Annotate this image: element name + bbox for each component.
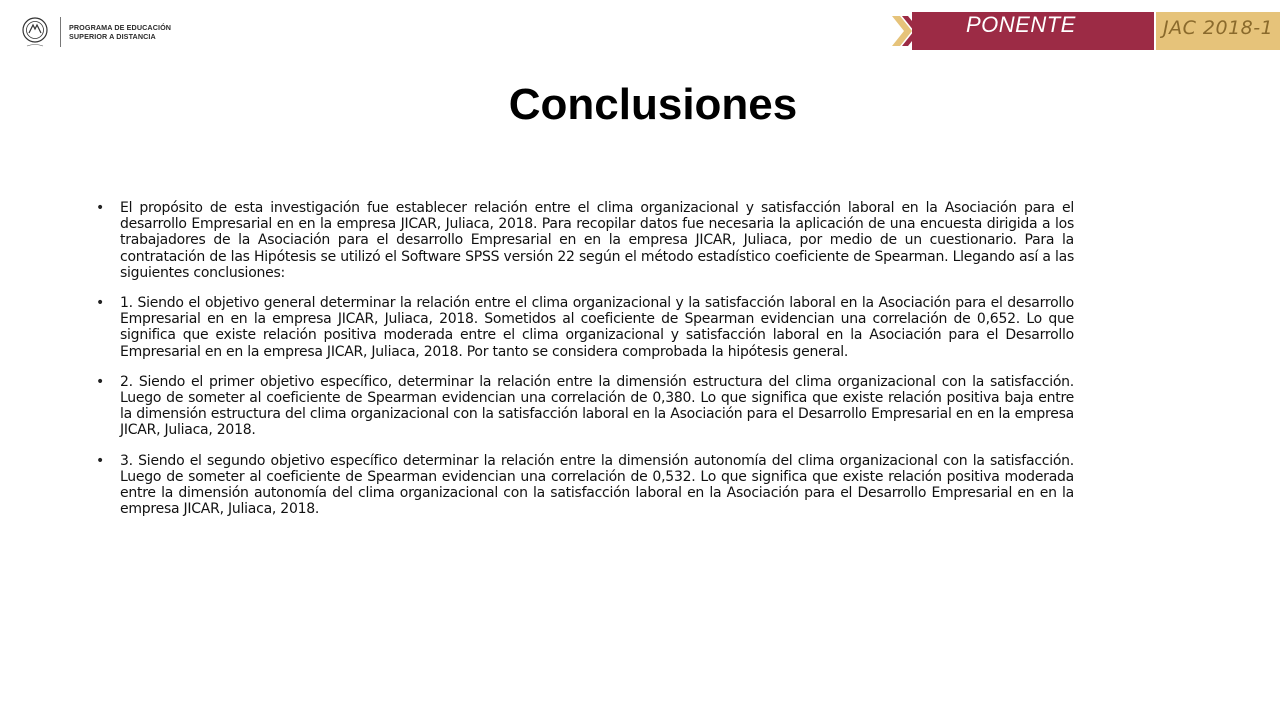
bullet-dot: • [96, 295, 105, 312]
logo-divider [60, 17, 61, 47]
bullet-list [96, 200, 1074, 531]
bullet-dot: • [96, 452, 105, 469]
university-seal-icon [18, 15, 52, 49]
list-item [96, 200, 1074, 281]
bullet-text: 3. Siendo el segundo objetivo específico determinar la relación entre la dimensión autonomía del clima organizacional con la satisfacción. Luego de someter al coeficiente de Spearman evidencian una correlación de 0,532. Lo que significa que existe relación positiva moderada entre la dimensión autonomía del clima organizacional con la satisfacción laboral en la Asociación para el Desarrollo Empresarial en en la empresa JICAR, Juliaca, 2018. [120, 452, 1074, 518]
list-item [96, 295, 1074, 360]
event-label: JAC 2018-1 [1163, 17, 1274, 39]
list-item [96, 453, 1074, 518]
bullet-dot: • [96, 200, 105, 216]
org-name [69, 23, 171, 41]
bullet-text: 1. Siendo el objetivo general determinar la relación entre el clima organizacional y la satisfacción laboral en la Asociación para el desarrollo Empresarial en en la empresa JICAR, Juliaca, 2018. Sometidos al coeficiente de Spearman evidencian una correlación de 0,652. Lo que significa que existe relación positiva moderada entre el clima organizacional y satisfacción laboral en la Asociación para el Desarrollo Empresarial en en la empresa JICAR, Juliaca, 2018. Por tanto se considera comprobada la hipótesis general. [120, 295, 1074, 360]
org-line-1: PROGRAMA DE EDUCACIÓN [69, 23, 172, 32]
bullet-text: 2. Siendo el primer objetivo específico, determinar la relación entre la dimensión estructura del clima organizacional con la satisfacción. Luego de someter al coeficiente de Spearman evidencian una correlación de 0,380. Lo que significa que existe relación positiva baja entre la dimensión estructura del clima organizacional con la satisfacción laboral en la Asociación para el Desarrollo Empresarial en en la empresa JICAR, Juliaca, 2018. [120, 373, 1074, 439]
org-line-2: SUPERIOR A DISTANCIA [69, 32, 156, 41]
ponente-label: PONENTE [966, 12, 1076, 37]
university-logo [18, 12, 171, 52]
slide-title: Conclusiones [508, 80, 798, 129]
bullet-text: El propósito de esta investigación fue establecer relación entre el clima organizacional y satisfacción laboral en la Asociación para el desarrollo Empresarial en en la empresa JICAR, Juliaca, 2018. Para recopilar datos fue necesaria la aplicación de una encuesta dirigida a los trabajadores de la Asociación para el desarrollo Empresarial en en la empresa JICAR, Juliaca, por medio de un cuestionario. Para la contratación de las Hipótesis se utilizó el Software SPSS versión 22 según el método estadístico coeficiente de Spearman. Llegando así a las siguientes conclusiones: [120, 200, 1074, 281]
bullet-dot: • [96, 373, 105, 390]
list-item [96, 374, 1074, 439]
